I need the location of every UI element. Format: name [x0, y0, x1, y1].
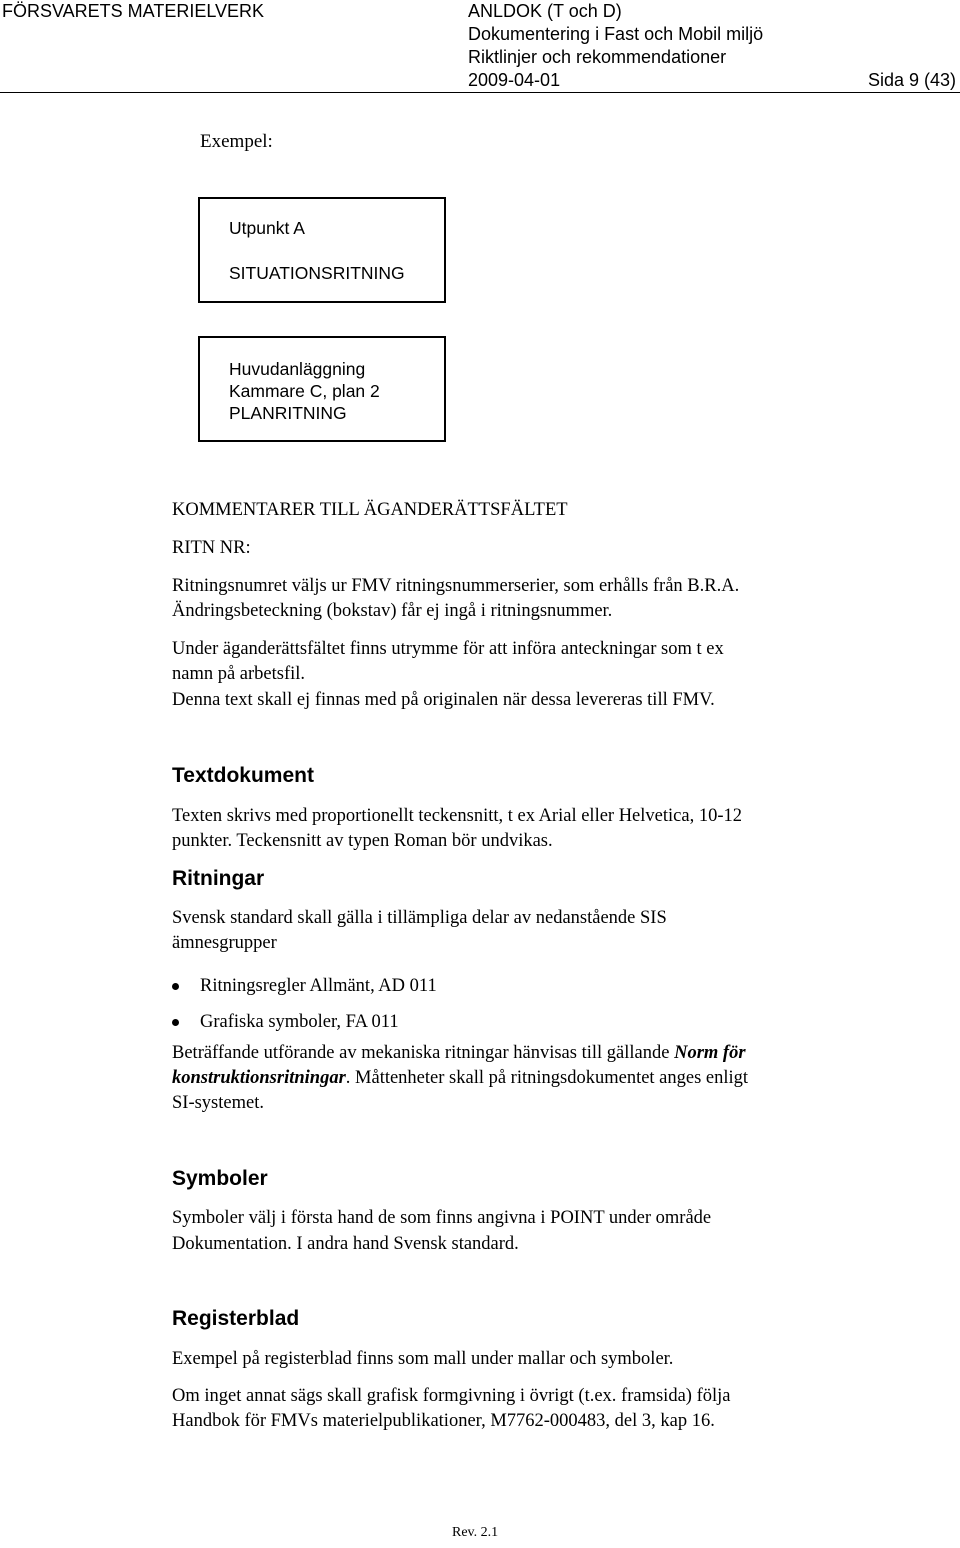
heading-symboler: Symboler: [172, 1167, 268, 1190]
symboler-line-1: Symboler välj i första hand de som finns angivna i POINT under område: [172, 1208, 712, 1228]
bullet-item-1: Ritningsregler Allmänt, AD 011: [200, 976, 437, 996]
box2-line1: Huvudanläggning: [229, 359, 366, 379]
box1-line2: SITUATIONSRITNING: [229, 263, 405, 283]
box1-line1: Utpunkt A: [229, 218, 305, 238]
textdokument-line-1: Texten skrivs med proportionellt teckensnitt, t ex Arial eller Helvetica, 10-12: [172, 806, 742, 826]
example-label: Exempel:: [200, 131, 273, 152]
ritningar-p2-text-b: . Måttenheter skall på ritningsdokumentet anges enligt: [345, 1068, 749, 1088]
symboler-line-2: Dokumentation. I andra hand Svensk standard.: [172, 1234, 519, 1254]
header-subtitle-1: Dokumentering i Fast och Mobil miljö: [468, 24, 764, 44]
comments-line-5: Denna text skall ej finnas med på originalen när dessa levereras till FMV.: [172, 690, 715, 710]
heading-ritningar: Ritningar: [172, 867, 265, 890]
header-org: FÖRSVARETS MATERIELVERK: [2, 1, 265, 21]
header-date: 2009-04-01: [468, 70, 561, 90]
comments-line-1: Ritningsnumret väljs ur FMV ritningsnummerserier, som erhålls från B.R.A.: [172, 576, 740, 596]
ritningar-para-2-line-2: [172, 1066, 748, 1091]
bullet-item-2: Grafiska symboler, FA 011: [200, 1012, 399, 1032]
header-doc-id: ANLDOK (T och D): [468, 1, 622, 21]
registerblad-line-3: Handbok för FMVs materielpublikationer, M7762-000483, del 3, kap 16.: [172, 1411, 715, 1431]
ritningar-para-2-line-1: [172, 1041, 746, 1066]
bullet-icon: [172, 1019, 179, 1026]
comments-heading: KOMMENTARER TILL ÄGANDERÄTTSFÄLTET: [172, 500, 568, 520]
comments-line-2: Ändringsbeteckning (bokstav) får ej ingå i ritningsnummer.: [172, 601, 613, 621]
registerblad-line-2: Om inget annat sägs skall grafisk formgivning i övrigt (t.ex. framsida) följa: [172, 1386, 731, 1406]
comments-line-3: Under äganderättsfältet finns utrymme för att införa anteckningar som t ex: [172, 639, 724, 659]
bullet-icon: [172, 983, 179, 990]
header-rule: [0, 92, 960, 93]
ritningar-p2-text-a: Beträffande utförande av mekaniska ritningar hänvisas till gällande: [172, 1043, 675, 1063]
example-box-planritning: [198, 336, 446, 442]
example-box-situationsritning: [198, 197, 446, 303]
comments-line-4: namn på arbetsfil.: [172, 664, 306, 684]
box2-line2: Kammare C, plan 2: [229, 381, 380, 401]
ritningar-line-1: Svensk standard skall gälla i tillämpliga delar av nedanstående SIS: [172, 908, 667, 928]
header-page-number: Sida 9 (43): [867, 70, 956, 90]
registerblad-line-1: Exempel på registerblad finns som mall under mallar och symboler.: [172, 1349, 674, 1369]
ritningar-p2-norm: Norm för: [674, 1043, 746, 1063]
box2-line3: PLANRITNING: [229, 403, 347, 423]
ritn-nr-label: RITN NR:: [172, 538, 251, 558]
heading-registerblad: Registerblad: [172, 1307, 300, 1330]
textdokument-line-2: punkter. Teckensnitt av typen Roman bör undvikas.: [172, 831, 553, 851]
ritningar-p2-konstruktionsritningar: konstruktionsritningar: [172, 1068, 346, 1088]
ritningar-para-2-line-3: SI-systemet.: [172, 1093, 264, 1113]
heading-textdokument: Textdokument: [172, 764, 314, 787]
ritningar-line-2: ämnesgrupper: [172, 933, 277, 953]
header-subtitle-2: Riktlinjer och rekommendationer: [468, 47, 727, 67]
footer-revision: Rev. 2.1: [452, 1525, 499, 1540]
